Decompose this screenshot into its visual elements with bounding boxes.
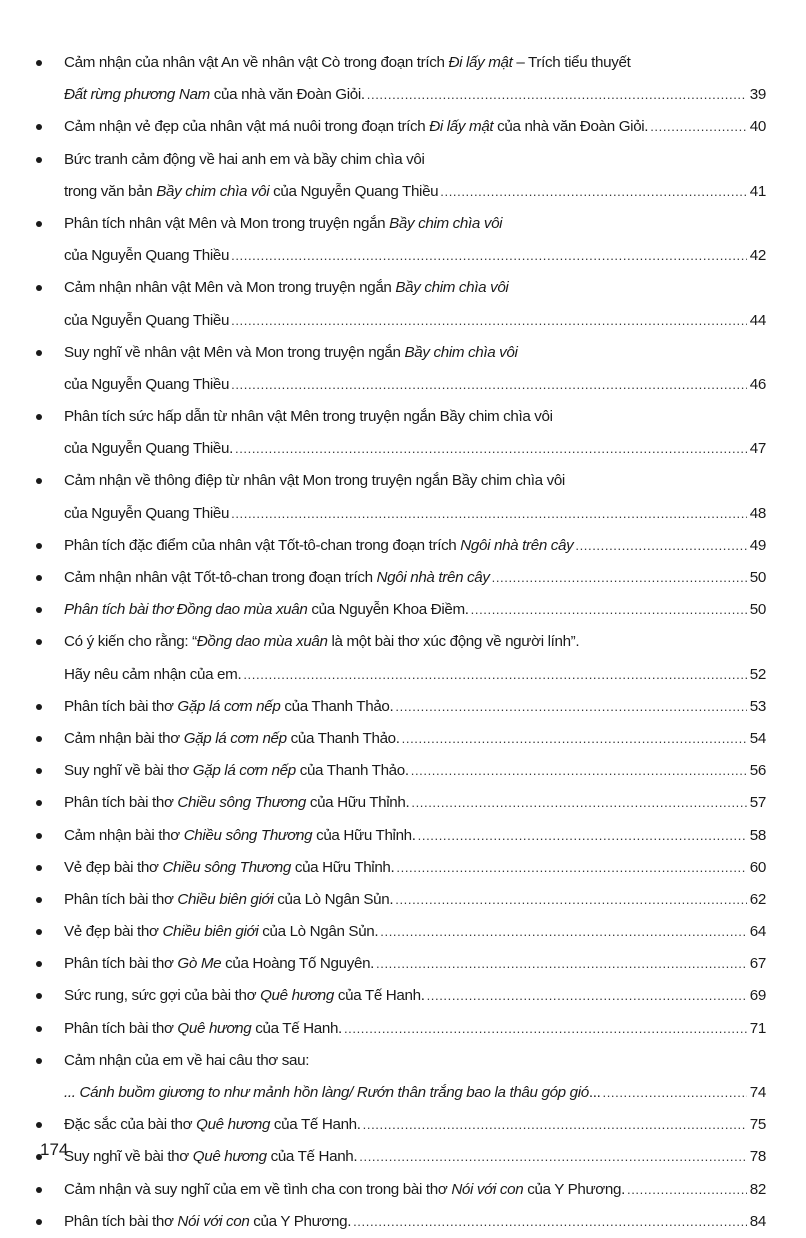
toc-entry: [34, 1045, 766, 1109]
toc-line: [64, 530, 766, 562]
dot-leader: [243, 659, 746, 691]
entry-page-number: 71: [749, 1019, 766, 1037]
entry-page-number: 78: [749, 1148, 766, 1166]
text-segment: – Trích tiểu thuyết: [512, 54, 631, 71]
entry-page-number: 52: [749, 665, 766, 683]
entry-title: [64, 337, 518, 369]
page-number: 174: [40, 1140, 69, 1159]
entry-page-number: 44: [749, 311, 766, 329]
text-segment: của Thanh Thảo.: [286, 729, 400, 747]
bullet-icon: [36, 350, 42, 356]
text-segment: của nhà văn Đoàn Giỏi.: [493, 118, 649, 136]
toc-entry: [34, 47, 766, 111]
italic-title-segment: Quê hương: [192, 1148, 267, 1166]
italic-title-segment: Quê hương: [260, 987, 334, 1005]
bullet-icon: [36, 897, 42, 903]
bullet-icon: [36, 704, 42, 710]
text-segment: Suy nghĩ về bài thơ: [64, 762, 193, 780]
entry-title: [64, 465, 565, 497]
text-segment: của Tế Hanh.: [266, 1148, 358, 1166]
entry-title: [64, 433, 233, 465]
text-segment: Phân tích bài thơ: [64, 1212, 178, 1230]
toc-entry: [34, 980, 766, 1012]
entry-title: [64, 980, 425, 1012]
entry-page-number: 46: [749, 375, 766, 393]
text-segment: của Lò Ngân Sủn.: [273, 890, 394, 908]
entry-title: [64, 916, 378, 948]
toc-line: [64, 916, 766, 948]
text-segment: Phân tích đặc điểm của nhân vật Tốt-tô-chan trong đoạn trích: [64, 536, 461, 554]
text-segment: của Thanh Thảo.: [295, 762, 409, 780]
dot-leader: [235, 433, 747, 465]
italic-title-segment: Bầy chim chìa vôi: [395, 279, 509, 297]
toc-line: [64, 433, 766, 465]
text-segment: Phân tích bài thơ: [64, 955, 178, 973]
bullet-icon: [36, 1187, 42, 1193]
toc-line: [64, 948, 766, 980]
dot-leader: [575, 530, 746, 562]
dot-leader: [376, 948, 747, 980]
bullet-icon: [36, 929, 42, 935]
text-segment: Có ý kiến cho rằng: “: [64, 633, 197, 651]
text-segment: Phân tích bài thơ: [64, 794, 178, 812]
toc-entry: [34, 626, 766, 690]
dot-leader: [396, 852, 746, 884]
entry-title: [64, 272, 508, 304]
text-segment: của Nguyễn Quang Thiều: [64, 311, 230, 329]
bullet-icon: [36, 961, 42, 967]
text-segment: Sức rung, sức gợi của bài thơ: [64, 987, 261, 1005]
text-segment: của Hữu Thỉnh.: [312, 826, 416, 844]
bullet-icon: [36, 833, 42, 839]
dot-leader: [627, 1174, 747, 1206]
italic-title-segment: Đi lấy mật: [429, 118, 494, 136]
toc-line: [64, 498, 766, 530]
dot-leader: [602, 1077, 746, 1109]
bullet-icon: [36, 414, 42, 420]
italic-title-segment: Đồng dao mùa xuân: [196, 633, 328, 651]
bullet-icon: [36, 993, 42, 999]
entry-title: [64, 305, 229, 337]
text-segment: của Hữu Thỉnh.: [305, 794, 410, 812]
dot-leader: [402, 723, 747, 755]
text-segment: Cảm nhận về thông điệp từ nhân vật Mon trong truyện ngắn Bầy chim chìa vôi: [64, 472, 565, 490]
italic-title-segment: Chiều biên giới: [177, 890, 274, 908]
italic-title-segment: Bầy chim chìa vôi: [404, 343, 518, 361]
entry-title: [64, 401, 553, 433]
toc-entry: [34, 755, 766, 787]
entry-title: [64, 1174, 625, 1206]
toc-line: [64, 401, 766, 433]
entry-title: [64, 240, 229, 272]
entry-title: [64, 659, 241, 691]
text-segment: của Y Phương.: [523, 1180, 625, 1198]
text-segment: Bức tranh cảm động về hai anh em và bầy chim chìa vôi: [64, 150, 425, 168]
toc-line: [64, 884, 766, 916]
dot-leader: [440, 176, 747, 208]
italic-title-segment: ... Cánh buồm giương to như mảnh hồn làng/ Rướn thân trắng bao la thâu góp gió: [64, 1084, 589, 1101]
entry-page-number: 53: [749, 697, 766, 715]
italic-title-segment: Bầy chim chìa vôi: [389, 214, 503, 232]
toc-line: [64, 144, 766, 176]
text-segment: của Nguyễn Quang Thiều.: [64, 440, 233, 458]
entry-page-number: 56: [749, 762, 766, 780]
toc-line: [64, 755, 766, 787]
entry-title: [64, 79, 365, 111]
italic-title-segment: Chiều biên giới: [162, 923, 259, 941]
toc-entry: [34, 916, 766, 948]
toc-line: [64, 305, 766, 337]
italic-title-segment: Gặp lá cơm nếp: [183, 729, 287, 747]
entry-title: [64, 852, 394, 884]
toc-entry: [34, 723, 766, 755]
bullet-icon: [36, 768, 42, 774]
entry-title: [64, 1141, 357, 1173]
entry-page-number: 48: [749, 504, 766, 522]
text-segment: Phân tích nhân vật Mên và Mon trong truyện ngắn: [64, 214, 390, 232]
italic-title-segment: Quê hương: [177, 1019, 252, 1037]
entry-title: [64, 1013, 342, 1045]
text-segment: của Tế Hanh.: [270, 1116, 361, 1134]
toc-line: [64, 272, 766, 304]
text-segment: Cảm nhận của em về hai câu thơ sau:: [64, 1051, 310, 1069]
toc-line: [64, 176, 766, 208]
dot-leader: [231, 369, 747, 401]
text-segment: Cảm nhận nhân vật Tốt-tô-chan trong đoạn trích: [64, 569, 377, 586]
text-segment: Cảm nhận nhân vật Mên và Mon trong truyện ngắn: [64, 279, 396, 297]
bullet-icon: [36, 607, 42, 613]
text-segment: Phân tích bài thơ: [64, 697, 178, 715]
dot-leader: [650, 111, 747, 143]
italic-title-segment: Phân tích bài thơ Đồng dao mùa xuân: [64, 601, 308, 619]
dot-leader: [231, 498, 747, 530]
toc-entry: [34, 562, 766, 594]
entry-title: [64, 884, 393, 916]
toc-line: [64, 1141, 766, 1173]
dot-leader: [344, 1013, 747, 1045]
toc-line: [64, 1206, 766, 1238]
toc-line: [64, 594, 766, 626]
entry-title: [64, 691, 393, 723]
entry-title: [64, 594, 469, 626]
entry-title: [64, 1045, 309, 1077]
italic-title-segment: Gặp lá cơm nếp: [192, 762, 296, 780]
entry-page-number: 47: [749, 440, 766, 458]
bullet-icon: [36, 800, 42, 806]
entry-title: [64, 1206, 351, 1238]
toc-entry: [34, 787, 766, 819]
toc-line: [64, 852, 766, 884]
toc-entry: [34, 111, 766, 143]
italic-title-segment: Chiều sông Thương: [183, 826, 313, 844]
toc-line: [64, 1077, 766, 1109]
italic-title-segment: Quê hương: [196, 1116, 271, 1134]
text-segment: của Lò Ngân Sủn.: [258, 923, 379, 941]
italic-title-segment: Chiều sông Thương: [177, 794, 306, 812]
entry-page-number: 60: [749, 858, 766, 876]
toc-line: [64, 980, 766, 1012]
toc-entry: [34, 1141, 766, 1173]
bullet-icon: [36, 1026, 42, 1032]
entry-page-number: 74: [749, 1084, 766, 1101]
italic-title-segment: Gò Me: [177, 955, 222, 973]
italic-title-segment: Bầy chim chìa vôi: [156, 182, 270, 200]
toc-entry: [34, 465, 766, 529]
toc-entry: [34, 208, 766, 272]
text-segment: của nhà văn Đoàn Giỏi.: [209, 86, 365, 104]
text-segment: Vẻ đẹp bài thơ: [64, 858, 163, 876]
text-segment: Cảm nhận vẻ đẹp của nhân vật má nuôi trong đoạn trích: [64, 118, 430, 136]
entry-page-number: 40: [749, 118, 766, 136]
bullet-icon: [36, 1058, 42, 1064]
toc-line: [64, 691, 766, 723]
entry-page-number: 54: [749, 729, 766, 747]
text-segment: Phân tích bài thơ: [64, 1019, 178, 1037]
entry-title: [64, 144, 425, 176]
entry-title: [64, 755, 409, 787]
toc-entry: [34, 948, 766, 980]
text-segment: Hãy nêu cảm nhận của em.: [64, 665, 242, 683]
text-segment: là một bài thơ xúc động về người lính”.: [327, 633, 580, 651]
entry-title: [64, 626, 579, 658]
entry-title: [64, 208, 502, 240]
dot-leader: [395, 691, 746, 723]
toc-line: [64, 626, 766, 658]
toc-entry: [34, 594, 766, 626]
italic-title-segment: Đất rừng phương Nam: [64, 86, 210, 104]
toc-line: [64, 47, 766, 79]
text-segment: của Nguyễn Khoa Điềm.: [307, 601, 469, 619]
entry-title: [64, 47, 630, 79]
toc-line: [64, 562, 766, 594]
text-segment: trong văn bản: [64, 182, 157, 200]
toc-line: [64, 1045, 766, 1077]
toc-line: [64, 659, 766, 691]
toc-entry: [34, 144, 766, 208]
dot-leader: [359, 1141, 747, 1173]
toc-entry: [34, 337, 766, 401]
bullet-icon: [36, 478, 42, 484]
text-segment: của Hữu Thỉnh.: [290, 858, 395, 876]
toc-entry: [34, 401, 766, 465]
entry-title: [64, 1109, 361, 1141]
toc-line: [64, 1174, 766, 1206]
bullet-icon: [36, 543, 42, 549]
entry-title: [64, 369, 229, 401]
text-segment: Vẻ đẹp bài thơ: [64, 923, 163, 941]
bullet-icon: [36, 60, 42, 66]
dot-leader: [231, 305, 747, 337]
text-segment: Đặc sắc của bài thơ: [64, 1116, 197, 1134]
text-segment: Suy nghĩ về nhân vật Mên và Mon trong truyện ngắn: [64, 343, 405, 361]
bullet-icon: [36, 221, 42, 227]
toc-entry: [34, 1174, 766, 1206]
toc-line: [64, 820, 766, 852]
italic-title-segment: Chiều sông Thương: [162, 858, 291, 876]
toc-line: [64, 465, 766, 497]
toc-entry: [34, 530, 766, 562]
dot-leader: [363, 1109, 747, 1141]
text-segment: Suy nghĩ về bài thơ: [64, 1148, 193, 1166]
toc-entry: [34, 1013, 766, 1045]
entry-page-number: 50: [749, 569, 766, 586]
dot-leader: [418, 820, 747, 852]
toc-entry: [34, 272, 766, 336]
italic-title-segment: Đi lấy mật: [448, 54, 513, 71]
toc-entry: [34, 852, 766, 884]
dot-leader: [411, 787, 746, 819]
dot-leader: [395, 884, 747, 916]
dot-leader: [471, 594, 747, 626]
toc-line: [64, 79, 766, 111]
entry-title: [64, 723, 400, 755]
toc-line: [64, 787, 766, 819]
text-segment: Cảm nhận bài thơ: [64, 729, 184, 747]
bullet-icon: [36, 124, 42, 130]
text-segment: ...: [588, 1084, 601, 1101]
dot-leader: [367, 79, 747, 111]
toc-line: [64, 111, 766, 143]
toc-line: [64, 208, 766, 240]
toc-entry: [34, 820, 766, 852]
toc-entry: [34, 884, 766, 916]
bullet-icon: [36, 639, 42, 645]
entry-page-number: 50: [749, 601, 766, 619]
text-segment: của Tế Hanh.: [334, 987, 425, 1005]
text-segment: Cảm nhận của nhân vật An về nhân vật Cò trong đoạn trích: [64, 54, 449, 71]
toc-line: [64, 240, 766, 272]
toc-entry: [34, 1206, 766, 1238]
entry-title: [64, 820, 416, 852]
entry-page-number: 58: [749, 826, 766, 844]
toc-line: [64, 369, 766, 401]
entry-page-number: 69: [749, 987, 766, 1005]
toc-line: [64, 1109, 766, 1141]
dot-leader: [427, 980, 747, 1012]
entry-page-number: 82: [749, 1180, 766, 1198]
toc-line: [64, 723, 766, 755]
entry-title: [64, 111, 648, 143]
toc-line: [64, 1013, 766, 1045]
text-segment: của Nguyễn Quang Thiều: [64, 504, 230, 522]
text-segment: của Thanh Thảo.: [280, 697, 394, 715]
text-segment: của Nguyễn Quang Thiều: [64, 375, 230, 393]
bullet-icon: [36, 157, 42, 163]
entry-page-number: 67: [749, 955, 766, 973]
toc-line: [64, 337, 766, 369]
entry-page-number: 49: [749, 536, 766, 554]
bullet-icon: [36, 865, 42, 871]
italic-title-segment: Nói với con: [451, 1180, 524, 1198]
entry-page-number: 41: [749, 182, 766, 200]
dot-leader: [353, 1206, 747, 1238]
entry-page-number: 42: [749, 247, 766, 265]
text-segment: của Hoàng Tố Nguyên.: [221, 955, 375, 973]
bullet-icon: [36, 1219, 42, 1225]
entry-title: [64, 498, 229, 530]
toc-entry: [34, 691, 766, 723]
entry-title: [64, 176, 438, 208]
bullet-icon: [36, 575, 42, 581]
entry-title: [64, 948, 374, 980]
italic-title-segment: Ngôi nhà trên cây: [376, 569, 490, 586]
entry-title: [64, 530, 573, 562]
entry-page-number: 62: [749, 890, 766, 908]
entry-title: [64, 562, 490, 594]
italic-title-segment: Nói với con: [177, 1212, 250, 1230]
entry-page-number: 75: [749, 1116, 766, 1134]
bullet-icon: [36, 285, 42, 291]
text-segment: Phân tích sức hấp dẫn từ nhân vật Mên trong truyện ngắn Bầy chim chìa vôi: [64, 408, 553, 426]
italic-title-segment: Ngôi nhà trên cây: [460, 536, 574, 554]
text-segment: của Tế Hanh.: [251, 1019, 342, 1037]
text-segment: của Nguyễn Quang Thiều: [269, 182, 439, 200]
entry-title: [64, 1077, 600, 1109]
entry-page-number: 57: [749, 794, 766, 812]
text-segment: của Y Phương.: [249, 1212, 352, 1230]
dot-leader: [231, 240, 747, 272]
italic-title-segment: Gặp lá cơm nếp: [177, 697, 281, 715]
entry-page-number: 64: [749, 923, 766, 941]
entry-title: [64, 787, 409, 819]
bullet-icon: [36, 736, 42, 742]
dot-leader: [411, 755, 747, 787]
bullet-icon: [36, 1122, 42, 1128]
text-segment: Cảm nhận bài thơ: [64, 826, 184, 844]
text-segment: Cảm nhận và suy nghĩ của em về tình cha con trong bài thơ: [64, 1180, 452, 1198]
table-of-contents: [34, 47, 766, 1238]
text-segment: Phân tích bài thơ: [64, 890, 178, 908]
toc-entry: [34, 1109, 766, 1141]
entry-page-number: 84: [749, 1212, 766, 1230]
dot-leader: [380, 916, 747, 948]
text-segment: của Nguyễn Quang Thiều: [64, 247, 230, 265]
dot-leader: [492, 562, 747, 594]
entry-page-number: 39: [749, 86, 766, 104]
